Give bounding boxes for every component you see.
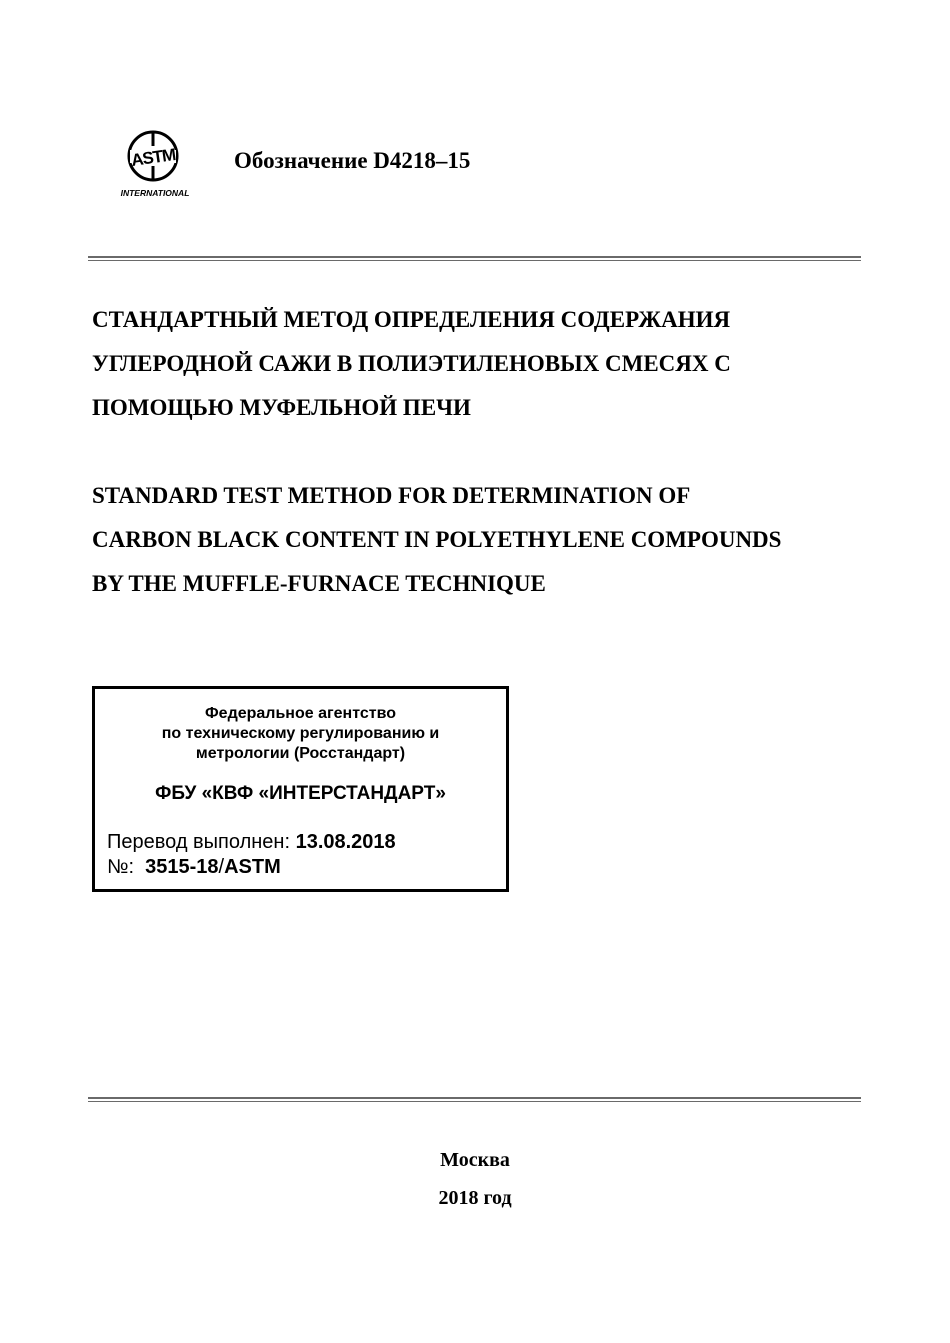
logo-subtext: INTERNATIONAL: [120, 188, 190, 198]
title-ru-line: ПОМОЩЬЮ МУФЕЛЬНОЙ ПЕЧИ: [92, 395, 471, 420]
number-suffix: ASTM: [224, 856, 281, 878]
top-divider: [88, 256, 861, 261]
astm-logo-icon: [112, 128, 198, 200]
agency-line: по техническому регулированию и: [161, 725, 440, 742]
publication-city: Москва: [440, 1149, 510, 1171]
translation-label: Перевод выполнен:: [107, 831, 291, 853]
title-russian: [92, 298, 858, 430]
logo-text: ASTM: [130, 145, 177, 170]
translation-stamp: [92, 686, 509, 892]
title-en-line: BY THE MUFFLE-FURNACE TECHNIQUE: [92, 571, 546, 596]
standard-designation: Обозначение D4218–15: [234, 148, 471, 173]
agency-line: метрологии (Росстандарт): [195, 745, 406, 762]
title-ru-line: СТАНДАРТНЫЙ МЕТОД ОПРЕДЕЛЕНИЯ СОДЕРЖАНИЯ: [92, 307, 731, 332]
translation-date-row: [107, 831, 396, 854]
number-value: 3515-18: [145, 856, 219, 878]
bottom-divider: [88, 1097, 861, 1102]
title-english: [92, 474, 858, 606]
title-en-line: STANDARD TEST METHOD FOR DETERMINATION OF: [92, 483, 691, 508]
title-ru-line: УГЛЕРОДНОЙ САЖИ В ПОЛИЭТИЛЕНОВЫХ СМЕСЯХ С: [92, 351, 731, 376]
title-en-line: CARBON BLACK CONTENT IN POLYETHYLENE COMPOUNDS: [92, 527, 782, 552]
translation-date: 13.08.2018: [295, 831, 396, 853]
agency-name: [95, 704, 506, 764]
organization-name: ФБУ «КВФ «ИНТЕРСТАНДАРТ»: [155, 783, 446, 804]
translation-number-row: [107, 856, 281, 879]
number-label: №:: [107, 856, 135, 878]
number-slash: /: [218, 856, 225, 878]
agency-line: Федеральное агентство: [205, 705, 396, 722]
publication-year: 2018 год: [438, 1187, 512, 1209]
